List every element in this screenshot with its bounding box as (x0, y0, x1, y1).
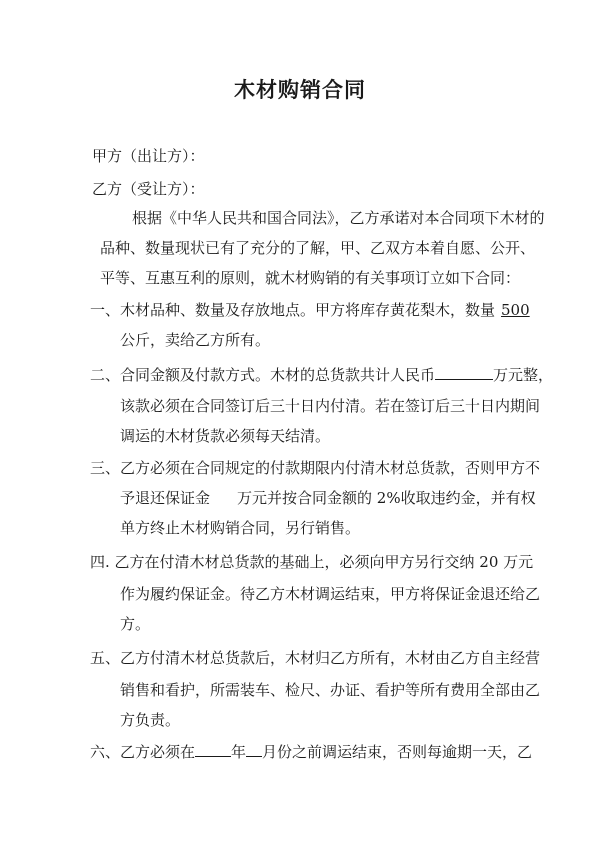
clause-4-line-3: 方。 (120, 615, 151, 633)
party-a-line: 甲方（出让方）： (92, 147, 205, 165)
clause-6-line-1 (90, 742, 532, 762)
clause-3-line-1: 三、乙方必须在合同规定的付款期限内付清木材总货款，否则甲方不 (90, 459, 541, 477)
amount-blank (435, 365, 493, 380)
clause-3-line-2 (120, 488, 536, 508)
intro-line-2: 品种、数量现状已有了充分的了解，甲、乙双方本着自愿、公开、 (100, 239, 536, 257)
clause-3-text: 予退还保证金 (120, 489, 211, 507)
quantity-value: 500 (501, 301, 530, 319)
clause-2-text: 二、合同金额及付款方式。木材的总货款共计人民币 (90, 366, 436, 384)
year-blank (195, 742, 231, 757)
clause-3-text-end: 万元并按合同金额的 2%收取违约金，并有权 (237, 489, 536, 507)
clause-4-line-1: 四. 乙方在付清木材总货款的基础上，必须向甲方另行交纳 20 万元 (90, 553, 534, 571)
clause-2-line-1 (90, 365, 553, 385)
clause-5-line-3: 方负责。 (120, 711, 181, 729)
clause-4-line-2: 作为履约保证金。待乙方木材调运结束，甲方将保证金退还给乙 (120, 585, 541, 603)
clause-6-text: 六、乙方必须在 (90, 743, 196, 761)
clause-1-line-1 (90, 300, 536, 320)
year-label: 年 (231, 743, 247, 761)
clause-6-text-end: 月份之前调运结束，否则每逾期一天，乙 (262, 743, 533, 761)
month-blank (246, 742, 262, 757)
intro-line-1: 根据《中华人民共和国合同法》，乙方承诺对本合同项下木材的 (132, 209, 545, 227)
clause-2-line-3: 调运的木材货款必须每天结清。 (120, 427, 331, 445)
party-b-line: 乙方（受让方）： (92, 180, 205, 198)
clause-5-line-1: 五、乙方付清木材总货款后，木材归乙方所有，木材由乙方自主经营 (90, 649, 541, 667)
clause-5-line-2: 销售和看护，所需装车、检尺、办证、看护等所有费用全部由乙 (120, 681, 541, 699)
clause-2-text-end: 万元整， (493, 366, 554, 384)
clause-3-line-3: 单方终止木材购销合同，另行销售。 (120, 519, 361, 537)
clause-1-line-2: 公斤，卖给乙方所有。 (120, 331, 271, 349)
intro-line-3: 平等、互惠互利的原则，就木材购销的有关事项订立如下合同： (100, 269, 521, 287)
clause-2-line-2: 该款必须在合同签订后三十日内付清。若在签订后三十日内期间 (120, 397, 541, 415)
clause-1-text: 一、木材品种、数量及存放地点。甲方将库存黄花梨木，数量 (90, 301, 496, 319)
document-title: 木材购销合同 (234, 77, 366, 102)
